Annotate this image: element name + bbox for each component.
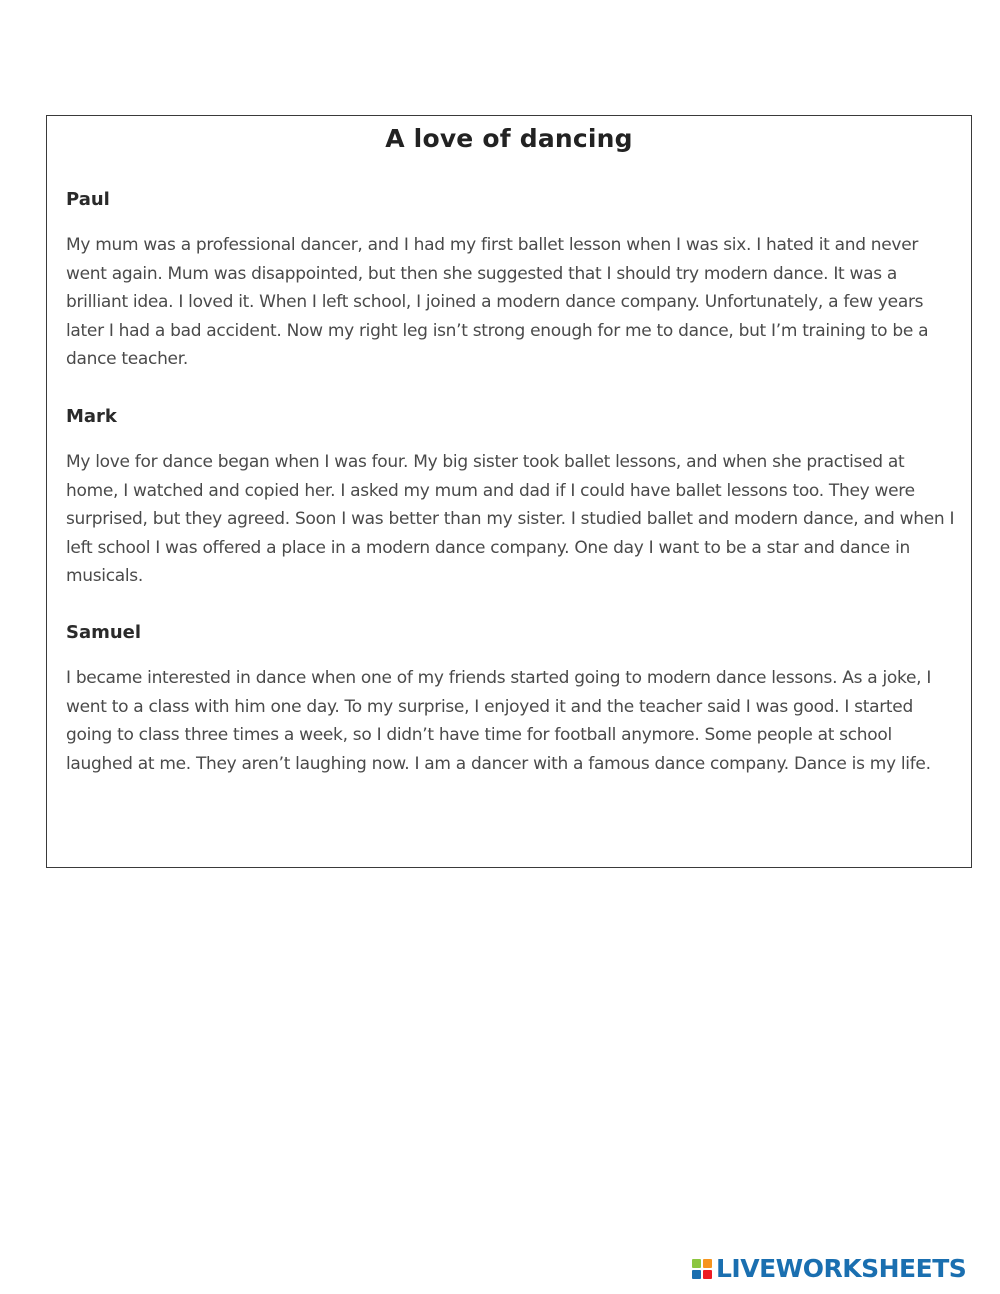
liveworksheets-logo: [692, 1255, 966, 1283]
logo-square: [703, 1270, 712, 1279]
logo-square: [692, 1270, 701, 1279]
section-mark: [66, 406, 956, 591]
logo-square: [703, 1259, 712, 1268]
section-name: Paul: [66, 189, 110, 210]
section-paul: [66, 189, 956, 374]
section-paragraph: My love for dance began when I was four. My big sister took ballet lessons, and when she practised at home, I watched and copied her. I asked my mum and dad if I could have ballet lessons too. They were surprised, but they agreed. Soon I was better than my sister. I studied ballet and modern dance, and when I left school I was offered a place in a modern dance company. One day I want to be a star and dance in musicals.: [66, 452, 955, 586]
section-name: Mark: [66, 406, 117, 427]
logo-text: LIVEWORKSHEETS: [716, 1254, 967, 1283]
section-paragraph: I became interested in dance when one of my friends started going to modern dance lessons. As a joke, I went to a class with him one day. To my surprise, I enjoyed it and the teacher said I was good. I started going to class three times a week, so I didn’t have time for football anymore. Some people at school laughed at me. They aren’t laughing now. I am a dancer with a famous dance company. Dance is my life.: [66, 668, 932, 774]
page-title: A love of dancing: [385, 124, 633, 153]
section-paragraph: My mum was a professional dancer, and I had my first ballet lesson when I was six. I hated it and never went again. Mum was disappointed, but then she suggested that I should try modern dance. It was a brilliant idea. I loved it. When I left school, I joined a modern dance company. Unfortunately, a few years later I had a bad accident. Now my right leg isn’t strong enough for me to dance, but I’m training to be a dance teacher.: [66, 235, 929, 369]
logo-square: [692, 1259, 701, 1268]
logo-squares-icon: [692, 1259, 712, 1279]
section-name: Samuel: [66, 622, 142, 643]
reading-text-box: [46, 115, 972, 868]
section-samuel: [66, 622, 956, 778]
